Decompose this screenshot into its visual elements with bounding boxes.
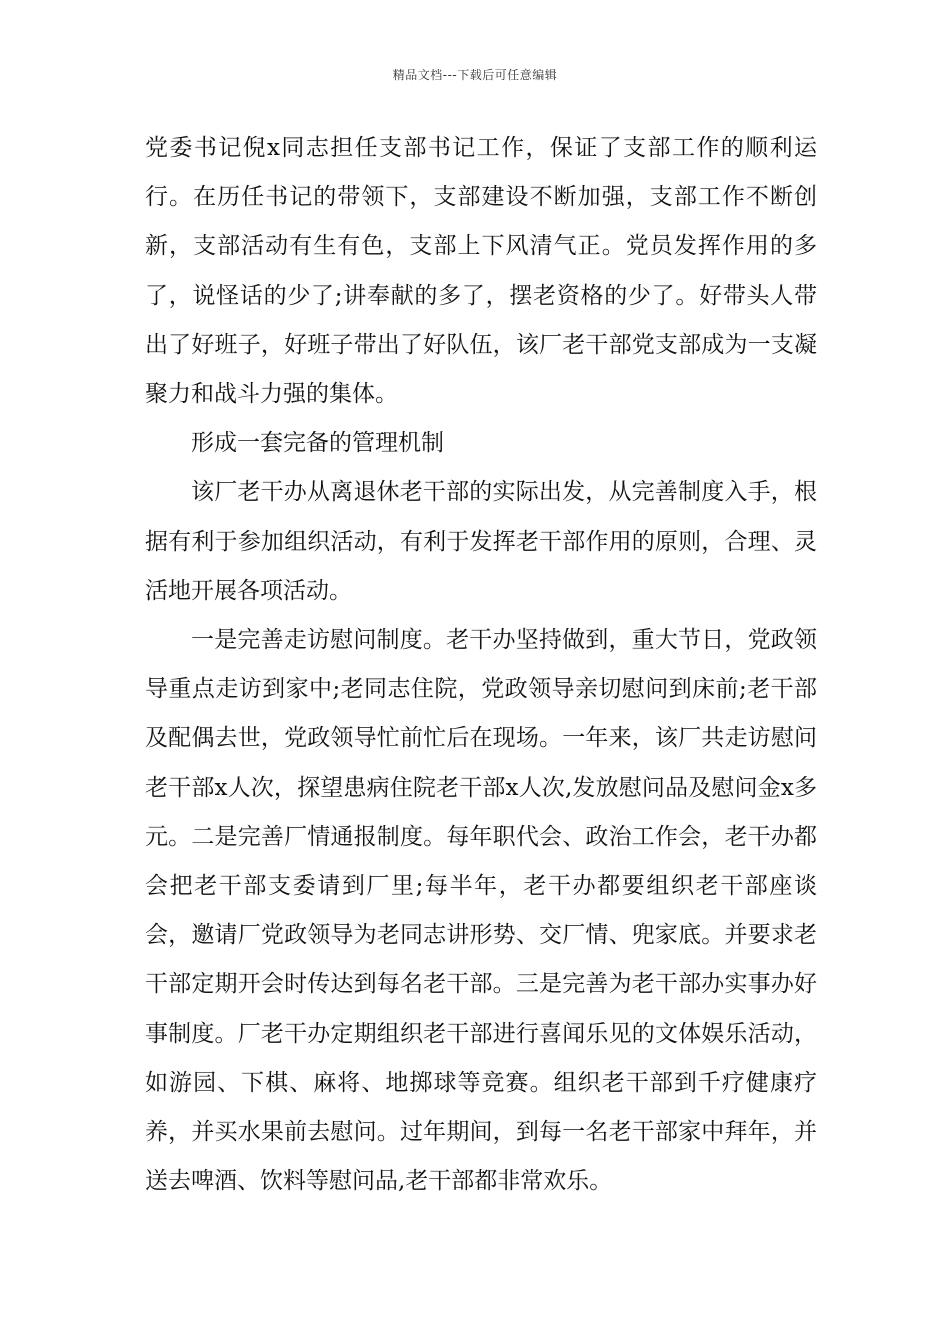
- page-header: 精品文档---下载后可任意编辑: [392, 68, 558, 82]
- paragraph-continuation: 党委书记倪x同志担任支部书记工作，保证了支部工作的顺利运行。在历任书记的带领下，支部建设不断加强，支部工作不断创新，支部活动有生有色，支部上下风清气正。党员发挥作用的多了，说怪话的少了;讲奉献的多了，摆老资格的少了。好带头人带出了好班子，好班子带出了好队伍，该厂老干部党支部成为一支凝聚力和战斗力强的集体。: [145, 135, 817, 408]
- document-body: [145, 124, 817, 1206]
- paragraph-intro: 该厂老干办从离退休老干部的实际出发，从完善制度入手，根据有利于参加组织活动，有利于发挥老干部作用的原则，合理、灵活地开展各项活动。: [145, 479, 817, 604]
- paragraph-systems: 一是完善走访慰问制度。老干办坚持做到，重大节日，党政领导重点走访到家中;老同志住院，党政领导亲切慰问到床前;老干部及配偶去世，党政领导忙前忙后在现场。一年来，该厂共走访慰问老干部x人次，探望患病住院老干部x人次,发放慰问品及慰问金x多元。二是完善厂情通报制度。每年职代会、政治工作会，老干办都会把老干部支委请到厂里;每半年，老干办都要组织老干部座谈会，邀请厂党政领导为老同志讲形势、交厂情、兜家底。并要求老干部定期开会时传达到每名老干部。三是完善为老干部办实事办好事制度。厂老干办定期组织老干部进行喜闻乐见的文体娱乐活动，如游园、下棋、麻将、地掷球等竞赛。组织老干部到千疗健康疗养，并买水果前去慰问。过年期间，到每一名老干部家中拜年，并送去啤酒、饮料等慰问品,老干部都非常欢乐。: [145, 627, 817, 1195]
- section-heading: 形成一套完备的管理机制: [191, 430, 444, 457]
